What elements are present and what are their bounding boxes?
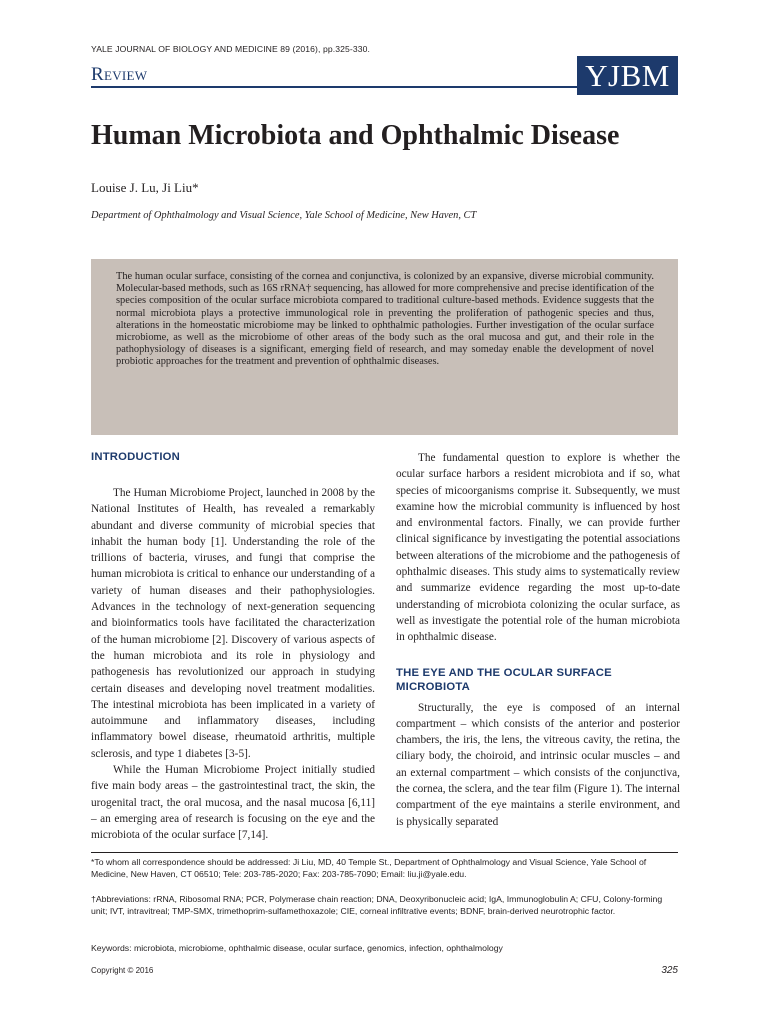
author-affiliation: Department of Ophthalmology and Visual Science, Yale School of Medicine, New Haven, CT [91, 210, 477, 221]
page-number: 325 [661, 965, 678, 976]
eye-section-paragraph-1: Structurally, the eye is composed of an internal compartment – which consists of the anterior and posterior chambers, the iris, the lens, the vitreous cavity, the retina, the ciliary body, the choiroid, and intrinsic ocular muscles – and an external compartment – which consists of the conjunctiva, the cornea, the sclera, and the tear film (Figure 1). The internal compartment of the eye maintains a sterile environment, and is physically separated [396, 701, 680, 828]
copyright-notice: Copyright © 2016 [91, 966, 154, 975]
introduction-paragraph-3: The fundamental question to explore is whether the ocular surface harbors a resident microbiota and if so, what species of micoorganisms comprise it. Subsequently, we must examine how the microbial community is influenced by host and environmental factors. Finally, we can provide further clinical significance by investigating the potential associations between alterations of the microbiome and the pathogenesis of ophthalmic diseases. This study aims to systematically review and summarize evidence regarding the most up-to-date understanding of microbiota colonizing the ocular surface, as well as investigate the potential role of the human microbiota in ophthalmic disease. [396, 452, 680, 644]
right-column [396, 450, 680, 830]
introduction-paragraph-2: While the Human Microbiome Project initially studied five main body areas – the gastrointestinal tract, the skin, the urogenital tract, the oral mucosa, and the nasal mucosa [6,11] – an emerging area of research is focusing on the eye and the microbiota of the ocular surface [7,14]. [91, 764, 375, 842]
footnote-rule [91, 852, 678, 853]
abstract-text: The human ocular surface, consisting of the cornea and conjunctiva, is colonized by an expansive, diverse microbial community. Molecular-based methods, such as 16S rRNA† sequencing, has allowed for more comprehensive and precise identification of the species composition of the ocular surface microbiota compared to traditional culture-based methods. Evidence suggests that the normal microbiota plays a protective immunological role in preventing the proliferation of pathogenic species and thus, alterations in the homeostatic microbiome may be linked to ophthalmic pathologies. Further investigation of the ocular surface microbiome, as well as the microbiome of other areas of the body such as the oral mucosa and gut, and their role in the pathophysiology of diseases is a significant, emerging field of research, and may someday enable the development of novel probiotic approaches for the treatment and prevention of ophthalmic diseases. [116, 271, 654, 368]
abstract-box [91, 259, 678, 435]
article-title: Human Microbiota and Ophthalmic Disease [91, 120, 620, 151]
introduction-paragraph-1: The Human Microbiome Project, launched in 2008 by the National Institutes of Health, has revealed a remarkably abundant and diverse community of microbial species that inhabit the human body [1]. Understanding the role of the trillions of bacteria, viruses, and fungi that comprise the human microbiota is critical to enhance our understanding of a variety of human diseases and their pathophysiologies. Advances in the technology of next-generation sequencing and bioinformatics tools have facilitated the characterization of the human microbiome [2]. Discovery of various aspects of the human microbiota and its role in physiology and pathogenesis has revolutionized our approach in studying certain diseases and developing novel treatment modalities. The intestinal microbiota has been implicated in a variety of autoimmune and inflammatory diseases, including inflammatory bowel disease, rheumatoid arthritis, multiple sclerosis, and type 1 diabetes [3-5]. [91, 487, 375, 760]
journal-logo: YJBM [577, 56, 678, 95]
left-column [91, 450, 375, 844]
abbreviations-footnote: †Abbreviations: rRNA, Ribosomal RNA; PCR, Polymerase chain reaction; DNA, Deoxyribonucleic acid; IgA, Immunoglobulin A; CFU, Colony-forming unit; IVT, intravitreal; TMP-SMX, trimethoprim-sulfamethoxazole; CIE, corneal infiltrative events; BDNF, brain-derived neurotrophic factor. [91, 894, 663, 916]
introduction-heading: INTRODUCTION [91, 451, 181, 463]
article-authors: Louise J. Lu, Ji Liu* [91, 180, 199, 195]
section-label: Review [91, 64, 148, 85]
keywords-line: Keywords: microbiota, microbiome, ophthalmic disease, ocular surface, genomics, infection, ophthalmology [91, 943, 503, 953]
correspondence-footnote: *To whom all correspondence should be addressed: Ji Liu, MD, 40 Temple St., Department of Ophthalmology and Visual Science, Yale School of Medicine, New Haven, CT 06510; Tele: 203-785-2020; Fax: 203-785-7090; Email: liu.ji@yale.edu. [91, 857, 647, 879]
journal-citation: YALE JOURNAL OF BIOLOGY AND MEDICINE 89 (2016), pp.325-330. [91, 44, 370, 54]
eye-section-heading: THE EYE AND THE OCULAR SURFACE MICROBIOTA [396, 666, 612, 693]
header-rule [91, 86, 577, 88]
